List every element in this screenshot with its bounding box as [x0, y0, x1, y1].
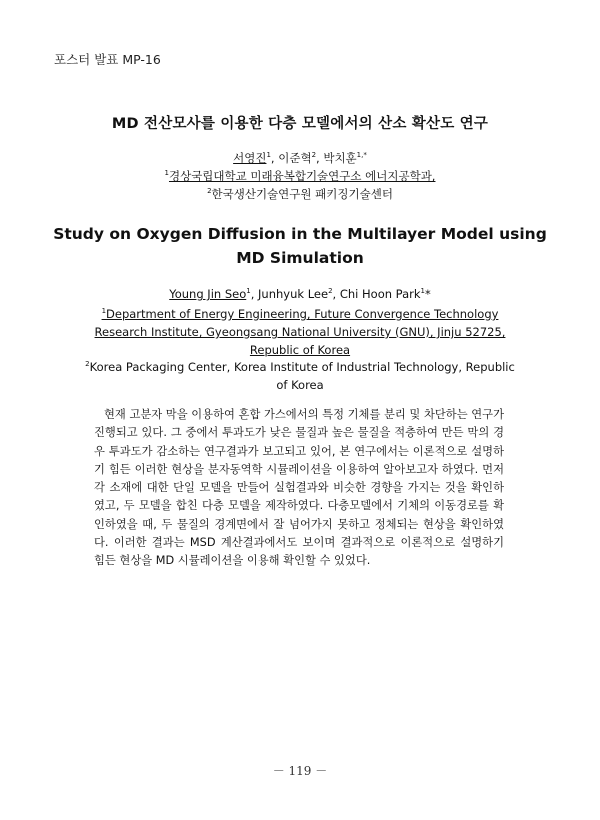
author-separator: ,	[270, 151, 279, 165]
english-affiliation-1-line-2: Research Institute, Gyeongsang National University (GNU), Jinju 52725,	[94, 325, 506, 339]
english-affiliation-2-line-2: of Korea	[276, 378, 324, 392]
english-title-line-2: MD Simulation	[236, 249, 364, 267]
english-affiliation-1-line-1	[0, 305, 600, 323]
english-affiliation-2-sup: 2	[85, 360, 90, 369]
english-affiliation-1-line-3: Republic of Korea	[249, 343, 351, 357]
korean-affiliation-2	[0, 186, 600, 202]
english-title	[0, 222, 600, 270]
korean-author-3: 박치훈	[323, 151, 357, 165]
korean-affiliation-1-sup: 1	[164, 169, 169, 178]
english-author-1-sup: 1	[246, 287, 251, 296]
korean-author-3-sup: 1,*	[356, 151, 367, 160]
author-separator: ,	[316, 151, 324, 165]
english-affiliation-2-line-1	[0, 358, 600, 376]
english-affiliation-1-line-1-text: Department of Energy Engineering, Future Convergence Technology	[106, 307, 499, 321]
english-authors: Young Jin Seo$^1$, Junhyuk Lee$^2$, Chi Hoon Park$^1$*	[169, 287, 431, 301]
english-author-2-sup: 2	[328, 287, 333, 296]
korean-affiliation-1	[0, 168, 600, 184]
english-affiliation-2	[0, 358, 600, 394]
page-number: － 119 －	[272, 764, 328, 778]
korean-author-1-sup: 1	[266, 151, 271, 160]
english-author-1: Young Jin Seo	[169, 287, 247, 301]
english-author-2: Junhyuk Lee	[258, 287, 329, 301]
korean-author-2-sup: 2	[311, 151, 317, 160]
english-affiliation-2-line-1-text: Korea Packaging Center, Korea Institute of Industrial Technology, Republic	[89, 360, 515, 374]
corresponding-mark: *	[425, 287, 431, 301]
english-author-3: Chi Hoon Park	[339, 287, 421, 301]
korean-authors	[0, 150, 600, 166]
english-affiliation-1-sup: 1	[101, 307, 107, 316]
session-label: 포스터 발표 MP-16	[54, 52, 161, 67]
korean-affiliation-1-text: 경상국립대학교 미래융복합기술연구소 에너지공학과,	[168, 169, 436, 183]
english-author-3-sup: 1	[420, 287, 425, 296]
korean-author-1: 서영진	[233, 151, 267, 165]
korean-author-2: 이준혁	[278, 151, 312, 165]
english-affiliation-1	[0, 305, 600, 359]
korean-title: MD 전산모사를 이용한 다층 모델에서의 산소 확산도 연구	[111, 116, 489, 132]
abstract-body: 현재 고분자 막을 이용하여 혼합 가스에서의 특정 기체를 분리 및 차단하는 연구가 진행되고 있다. 그 중에서 투과도가 낮은 물질과 높은 물질을 적층하여 만든 막의 경우 투과도가 감소하는 연구결과가 보고되고 있어, 본 연구에서는 이론적으로 설명하기 힘든 이러한 현상을 분자동역학 시뮬레이션을 이용하여 알아보고자 하였다. 먼저 각 소재에 대한 단일 모델을 만들어 실험결과와 비슷한 경향을 가지는 것을 확인하였고, 두 모델을 합친 다층 모델을 제작하였다. 다층모델에서 기체의 이동경로를 확인하였을 때, 두 물질의 경계면에서 잘 넘어가지 못하고 정체되는 현상을 확인하였다. 이러한 결과는 MSD 계산결과에서도 보이며 결과적으로 이론적으로 설명하기 힘든 현상을 MD 시뮬레이션을 이용해 확인할 수 있었다.	[94, 408, 504, 568]
korean-affiliation-2-text: 한국생산기술연구원 패키징기술센터	[211, 187, 393, 201]
korean-affiliation-2-sup: 2	[207, 187, 212, 196]
english-title-line-1: Study on Oxygen Diffusion in the Multilayer Model using	[53, 225, 547, 243]
